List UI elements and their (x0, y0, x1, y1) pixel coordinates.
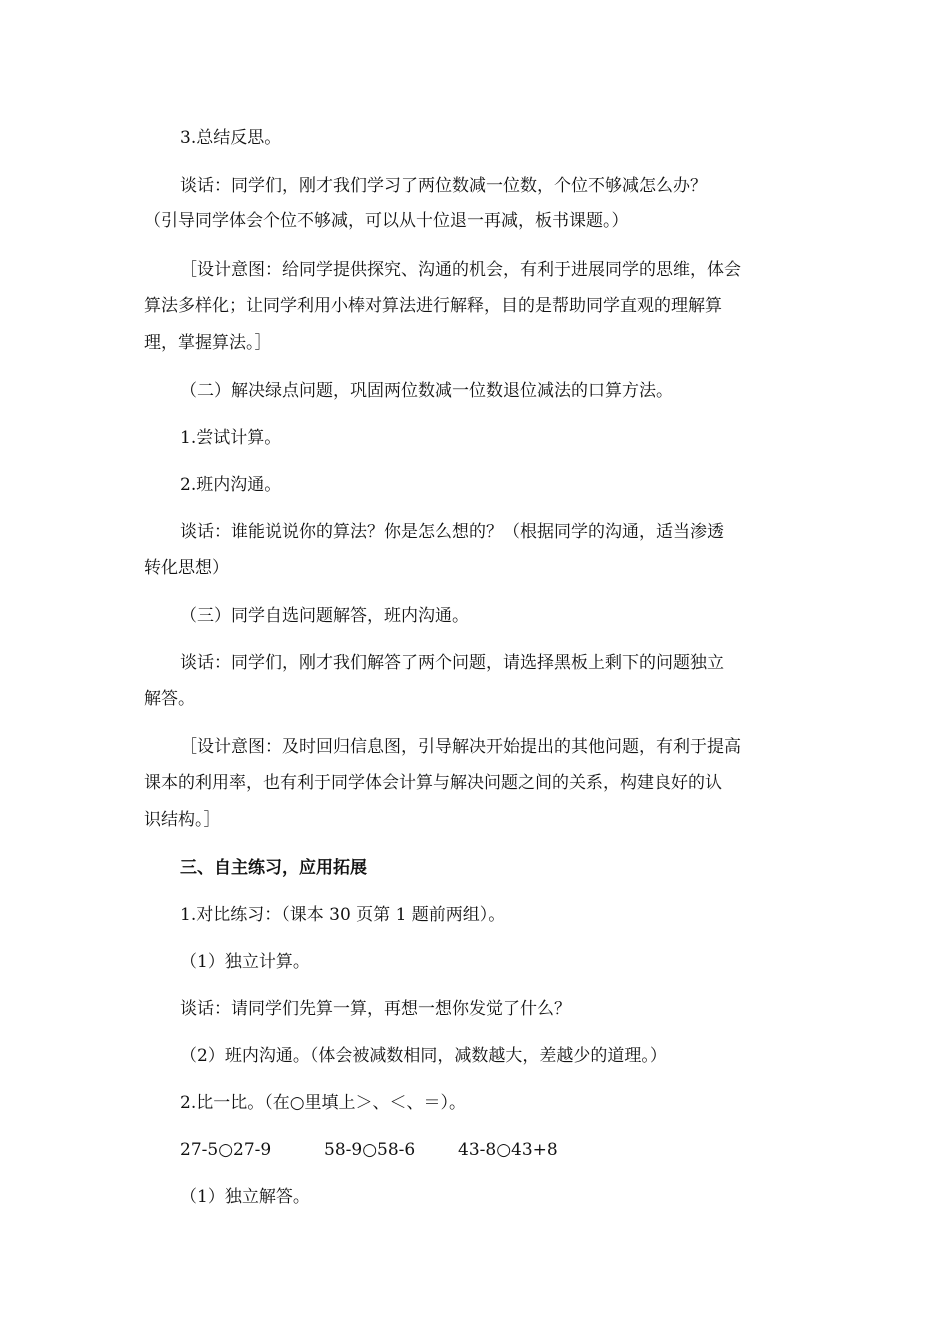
paragraph: （2）班内沟通。（体会被减数相同，减数越大，差越少的道理。） (180, 1046, 667, 1066)
paragraph: （三）同学自选问题解答，班内沟通。 (180, 606, 469, 626)
comparison-formula: 43-8○43+8 (458, 1140, 558, 1160)
paragraph: 理，掌握算法。］ (144, 333, 272, 353)
paragraph: ［设计意图：及时回归信息图，引导解决开始提出的其他问题，有利于提高 (180, 737, 741, 757)
paragraph: 谈话：同学们，刚才我们学习了两位数减一位数，个位不够减怎么办？ (180, 176, 707, 196)
paragraph: 识结构。］ (144, 810, 221, 830)
paragraph: 谈话：请同学们先算一算，再想一想你发觉了什么？ (180, 999, 571, 1019)
paragraph: 转化思想） (144, 558, 229, 578)
comparison-formula: 58-9○58-6 (324, 1140, 416, 1160)
paragraph: 2.比一比。（在○里填上＞、＜、＝）。 (180, 1093, 467, 1113)
paragraph: 2.班内沟通。 (180, 475, 282, 495)
comparison-exercises (180, 1138, 842, 1162)
paragraph: （1）独立解答。 (180, 1187, 310, 1207)
paragraph: 谈话：谁能说说你的算法？你是怎么想的？（根据同学的沟通，适当渗透 (180, 522, 724, 542)
paragraph: （引导同学体会个位不够减，可以从十位退一再减，板书课题。） (144, 211, 629, 231)
paragraph: 1.尝试计算。 (180, 428, 282, 448)
paragraph: 3.总结反思。 (180, 128, 282, 148)
comparison-formula: 27-5○27-9 (180, 1140, 272, 1160)
paragraph: （1）独立计算。 (180, 952, 310, 972)
paragraph: 解答。 (144, 689, 195, 709)
paragraph: 课本的利用率，也有利于同学体会计算与解决问题之间的关系，构建良好的认 (144, 773, 722, 793)
paragraph: （二）解决绿点问题，巩固两位数减一位数退位减法的口算方法。 (180, 381, 673, 401)
paragraph: 谈话：同学们，刚才我们解答了两个问题，请选择黑板上剩下的问题独立 (180, 653, 724, 673)
paragraph: ［设计意图：给同学提供探究、沟通的机会，有利于进展同学的思维，体会 (180, 260, 741, 280)
paragraph: 算法多样化；让同学利用小棒对算法进行解释，目的是帮助同学直观的理解算 (144, 296, 722, 316)
paragraph: 1.对比练习：（课本 30 页第 1 题前两组）。 (180, 905, 506, 925)
section-heading: 三、自主练习，应用拓展 (180, 858, 367, 878)
